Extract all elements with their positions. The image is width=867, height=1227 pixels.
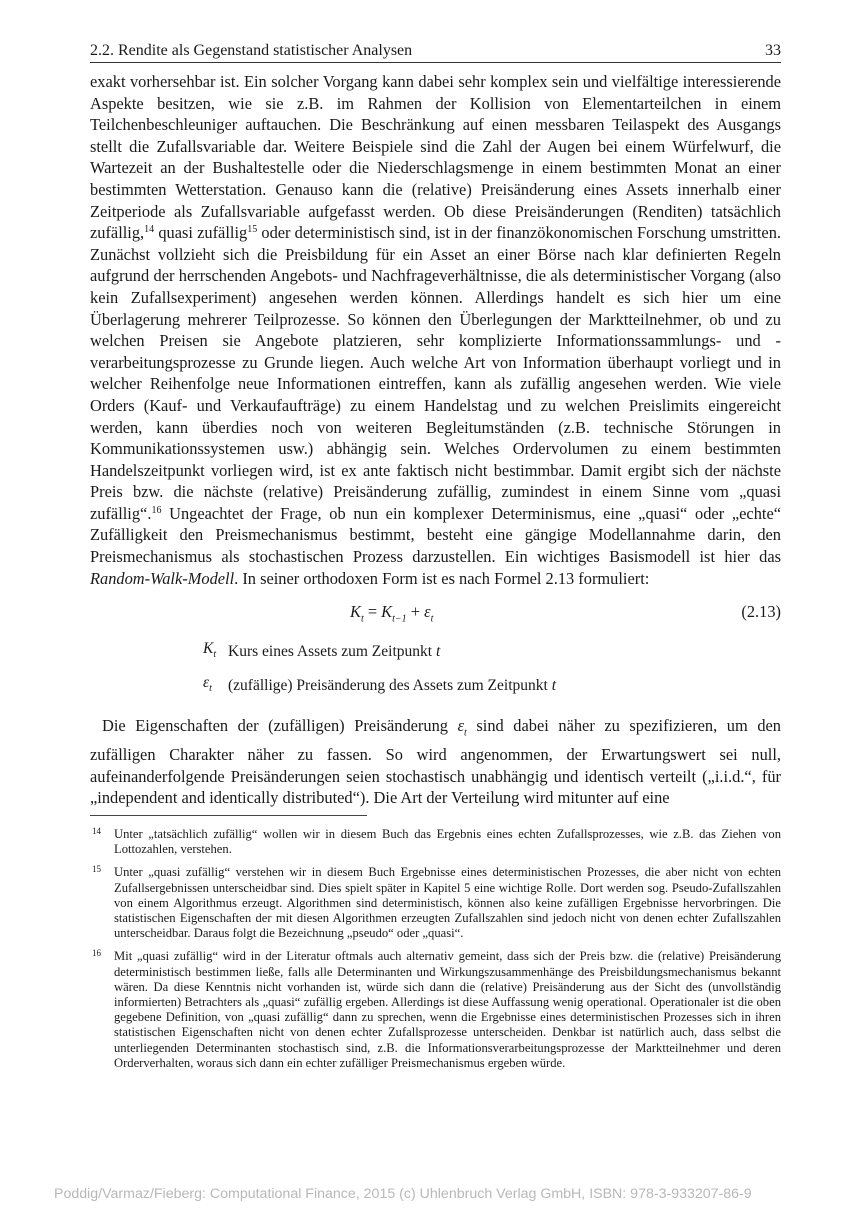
- running-header: [90, 40, 781, 63]
- footnote-ref-16[interactable]: 16: [151, 504, 162, 516]
- footnotes: [90, 827, 781, 1071]
- legend-text: Kurs eines Assets zum Zeitpunkt t: [228, 643, 441, 661]
- legend-row: [203, 669, 781, 703]
- book-page: [90, 40, 781, 1079]
- footnote-ref-15[interactable]: 15: [247, 224, 258, 236]
- text-run: Die Eigenschaften der (zufälligen) Preisänderung: [102, 716, 458, 736]
- footnote-number: 15: [92, 864, 101, 875]
- legend-symbol: $K_t$: [203, 640, 217, 661]
- equation-number: (2.13): [741, 602, 781, 622]
- text-run: quasi zufällig: [154, 223, 248, 243]
- footnote-ref-14[interactable]: 14: [144, 224, 155, 236]
- footnote-15: [90, 865, 781, 941]
- page-number: 33: [765, 42, 781, 59]
- footnote-number: 14: [92, 825, 101, 836]
- legend-symbol: $\varepsilon_t$: [203, 674, 212, 695]
- copyright-watermark: Poddig/Varmaz/Fieberg: Computational Finance, 2015 (c) Uhlenbruch Verlag GmbH, ISBN: 978-3-933207-86-9: [54, 1186, 752, 1202]
- text-run: exakt vorhersehbar ist. Ein solcher Vorgang kann dabei sehr komplex sein und vielfältige interessierende Aspekte besitzen, wie sie z.B. im Rahmen der Kollision von Elementarteilchen in einem Teilchenbeschleuniger auftauchen. Die Beschränkung auf einen messbaren Teilaspekt des Ausgangs stellt die Zufallsvariable dar. Weitere Beispiele sind die Zahl der Augen bei einem Würfelwurf, die Wartezeit an der Bushaltestelle oder die Niederschlagsmenge in einem bestimmten Monat an einer bestimmten Wetterstation. Genauso kann die (relative) Preisänderung eines Assets innerhalb einer Zeitperiode als Zufallsvariable aufgefasst werden. Ob diese Preisänderungen (Renditen) tatsächlich zufällig,: [90, 72, 781, 243]
- footnote-text: Mit „quasi zufällig“ wird in der Literatur oftmals auch alternativ gemeint, dass sich der Preis bzw. die (relative) Preisänderung deterministisch bestimmen ließe, falls alle Determinanten und Wirkungszusammenhänge des Preisbildungsmechanismus bekannt wären. Da diese Kenntnis nicht vorhanden ist, würde sich dann die (relative) Preisänderung aus der Sicht des (unvollständig informierten) Betrachters als „quasi“ zufällig ergeben. Allerdings ist diese Auffassung wenig operational. Operationaler ist die oben gegebene Definition, von „quasi zufällig“ dann zu sprechen, wenn die Ergebnisse eines deterministischen Prozesses sich in ihren statistischen Eigenschaften nicht von denen echter Zufallsprozesse unterscheiden. Denkbar ist natürlich auch, dass selbst die unterliegenden Determinanten stochastisch sind, z.B. die Informationsverarbeitungsprozesse der Marktteilnehmer und deren Orderverhalten, woraus sich dann ein echter zufälliger Preismechanismus ergeben würde.: [114, 949, 781, 1070]
- text-run: Ungeachtet der Frage, ob nun ein komplexer Determinismus, eine „quasi“ oder „echte“ Zufälligkeit den Preismechanismus bestimmt, besteht eine gängige Modellannahme darin, den Preismechanismus als stochastischen Prozess darzustellen. Ein wichtiges Basismodell ist hier das: [90, 503, 781, 567]
- text-run: oder deterministisch sind, ist in der finanzökonomischen Forschung umstritten. Zunächst vollzieht sich die Preisbildung für ein Asset an einer Börse nach klar definierten Regeln aufgrund der herrschenden Angebots- und Nachfrageverhältnisse, die als deterministischer Vorgang (also kein Zufallsexperiment) angesehen werden können. Allerdings handelt es sich hier um eine Überlagerung mehrerer Teilprozesse. So können den Überlegungen der Marktteilnehmer, ob und zu welchen Preisen sie Angebote platzieren, sehr komplizierte Informationssammlungs- und -verarbeitungsprozesse zu Grunde liegen. Auch welche Art von Information überhaupt vorliegt und in welcher Reihenfolge neue Informationen eintreffen, kann als zufällig angesehen werden. Wie viele Orders (Kauf- und Verkaufaufträge) zu einem Handelstag und zu welchen Preislimits eingereicht werden, kann überdies noch von weiteren Begleitumständen (z.B. technische Störungen in Kommunikationssystemen usw.) abhängig sein. Welches Ordervolumen zu einem bestimmten Handelszeitpunkt vorliegen wird, ist ex ante faktisch nicht bestimmbar. Damit ergibt sich der nächste Preis bzw. die nächste (relative) Preisänderung zufällig, zumindest in einem Sinne vom „quasi zufällig“.: [90, 223, 781, 523]
- footnote-14: [90, 827, 781, 857]
- legend-row: [203, 635, 781, 669]
- footnote-text: Unter „tatsächlich zufällig“ wollen wir in diesem Buch das Ergebnis eines echten Zufallsprozesses, wie z.B. das Ziehen von Lottozahlen, verstehen.: [114, 826, 781, 857]
- text-run: . In seiner orthodoxen Form ist es nach Formel 2.13 formuliert:: [234, 568, 650, 588]
- formula: $K_t = K_{t-1} + \varepsilon_t$: [350, 602, 434, 625]
- equation-2-13: [90, 591, 781, 635]
- symbol-legend: [203, 635, 781, 703]
- legend-text: (zufällige) Preisänderung des Assets zum Zeitpunkt t: [228, 677, 557, 695]
- footnote-text: Unter „quasi zufällig“ verstehen wir in diesem Buch Ergebnisse eines deterministischen Prozesses, die aber nicht von echten Zufallsergebnissen unterscheidbar sind. Dies spielt später in Kapitel 5 eine wichtige Rolle. Dort werden sog. Pseudo-Zufallszahlen von einem Algorithmus erzeugt. Algorithmen sind deterministisch, können also keine zufälligen Ergebnisse hervorbringen. Die statistischen Eigenschaften der mit diesen Algorithmen erzeugten Zufallszahlen sind jedoch nicht von denen echter Zufallszahlen unterscheidbar. Daraus folgt die Bezeichnung „pseudo“ oder „quasi“.: [114, 865, 781, 941]
- footnote-16: [90, 949, 781, 1071]
- emphasis-term: Random-Walk-Modell: [90, 568, 235, 588]
- text-run: sind dabei näher zu spezifizieren, um den zufälligen Charakter näher zu fassen. So wird angenommen, der Erwartungswert sei null, aufeinanderfolgende Preisänderungen seien stochastisch unabhängig und identisch verteilt („i.i.d.“, für „independent and identically distributed“). Die Art der Verteilung wird mitunter auf eine: [90, 716, 781, 808]
- body-text: [90, 71, 781, 809]
- section-title: 2.2. Rendite als Gegenstand statistischer Analysen: [90, 42, 413, 59]
- footnote-separator: [90, 815, 367, 816]
- footnote-number: 16: [92, 948, 101, 959]
- paragraph: [90, 715, 781, 809]
- paragraph: [90, 71, 781, 589]
- inline-symbol: $\varepsilon_t$: [457, 716, 467, 739]
